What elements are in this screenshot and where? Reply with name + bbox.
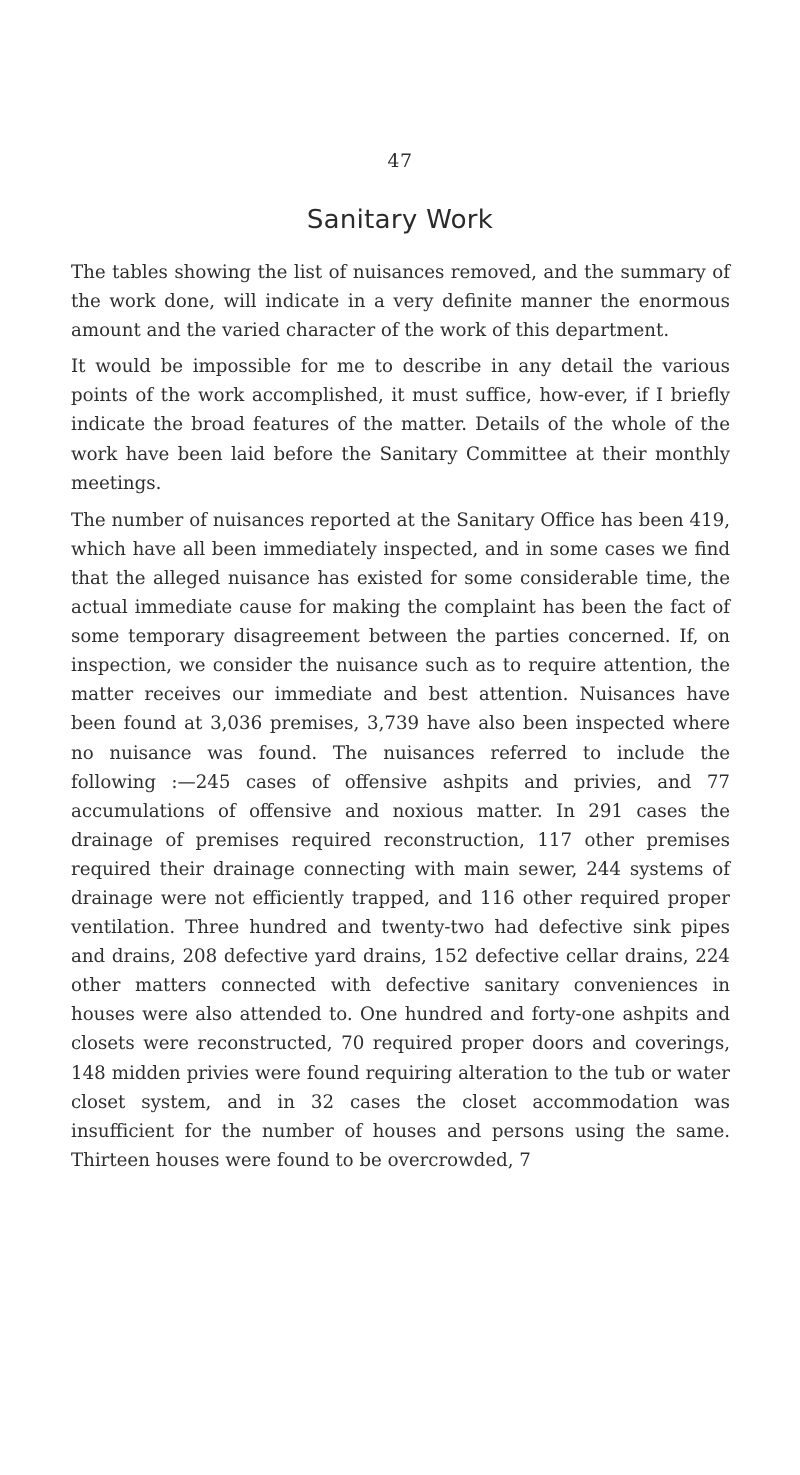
section-heading: Sanitary Work: [306, 205, 494, 235]
paragraph-3: The number of nuisances reported at the Sanitary Office has been 419, which have all been immediately inspected, and in some cases we find that the alleged nuisance has existed for some considerable time, the actual immediate cause for making the complaint has been the fact of some temporary disagreement between the parties concerned. If, on inspection, we consider the nuisance such as to require attention, the matter receives our immediate and best attention. Nuisances have been found at 3,036 premises, 3,739 have also been inspected where no nuisance was found. The nuisances referred to include the following :—245 cases of offensive ashpits and privies, and 77 accumulations of offensive and noxious matter. In 291 cases the drainage of premises required reconstruction, 117 other premises required their drainage connecting with main sewer, 244 systems of drainage were not efficiently trapped, and 116 other required proper ventilation. Three hundred and twenty-two had defective sink pipes and drains, 208 defective yard drains, 152 defective cellar drains, 224 other matters connected with defective sanitary conveniences in houses were also attended to. One hundred and forty-one ashpits and closets were reconstructed, 70 required proper doors and coverings, 148 midden privies were found requiring alteration to the tub or water closet system, and in 32 cases the closet accommodation was insufficient for the number of houses and persons using the same. Thirteen houses were found to be overcrowded, 7: [71, 509, 730, 1171]
paragraph-1: The tables showing the list of nuisances removed, and the summary of the work done, will indicate in a very definite manner the enormous amount and the varied character of the work of this department.: [71, 262, 730, 342]
page-number: 47: [387, 150, 413, 172]
paragraph-2: It would be impossible for me to describe in any detail the various points of the work accomplished, it must suffice, how-ever, if I briefly indicate the broad features of the matter. Details of the whole of the work have been laid before the Sanitary Committee at their monthly meetings.: [71, 356, 730, 494]
body-text: [71, 258, 730, 1183]
